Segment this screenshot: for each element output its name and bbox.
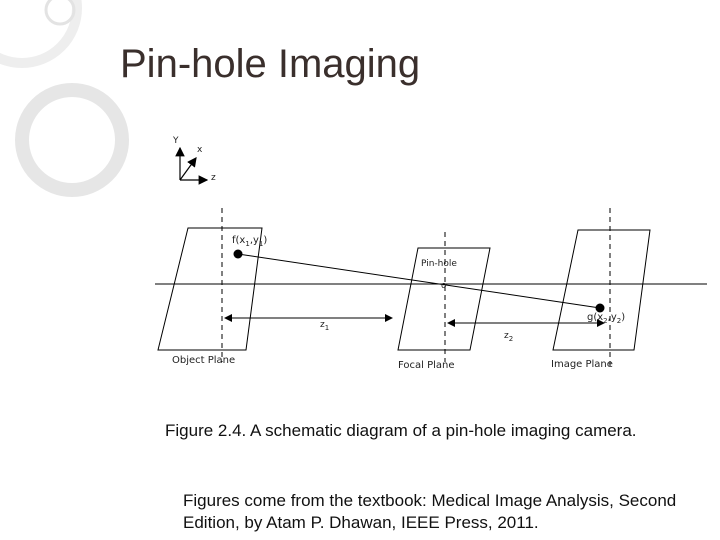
image-point-label: $g(x_2,y_2)$ (587, 312, 626, 325)
axis-z-label: z (211, 173, 216, 183)
distance-z1-label: $z_1$ (320, 320, 330, 332)
axis-y-label: Y (173, 136, 179, 146)
pinhole-point-label: o (441, 281, 447, 291)
subscript: 2 (603, 317, 608, 325)
subscript: 1 (245, 240, 250, 248)
distance-z2-label: $z_2$ (504, 331, 514, 343)
object-point (234, 250, 243, 259)
light-ray (238, 254, 600, 308)
object-plane-label: Object Plane (172, 355, 236, 366)
comma: ,y (607, 312, 617, 323)
object-point-label: $f(x_1,y_1)$ (232, 235, 268, 248)
comma: ,y (249, 235, 259, 246)
coordinate-axes (172, 136, 216, 183)
axis-x-line (180, 158, 196, 180)
subscript: 2 (508, 335, 514, 343)
source-citation: Figures come from the textbook: Medical Image Analysis, Second Edition, by Atam P. Dhawan, IEEE Press, 2011. (183, 491, 677, 532)
subscript: 2 (616, 317, 622, 325)
image-plane-label: Image Plane (551, 359, 613, 370)
focal-plane-label: Focal Plane (398, 360, 455, 371)
paren: ) (621, 312, 626, 323)
subscript: 1 (258, 240, 264, 248)
slide-title: Pin-hole Imaging (120, 42, 421, 86)
subscript: 1 (324, 324, 330, 332)
paren: ) (263, 235, 268, 246)
figure-caption: Figure 2.4. A schematic diagram of a pin-hole imaging camera. (165, 421, 637, 440)
axis-x-label: x (197, 145, 203, 155)
pinhole-label: Pin-hole (421, 259, 457, 269)
image-plane-shape (553, 230, 650, 350)
